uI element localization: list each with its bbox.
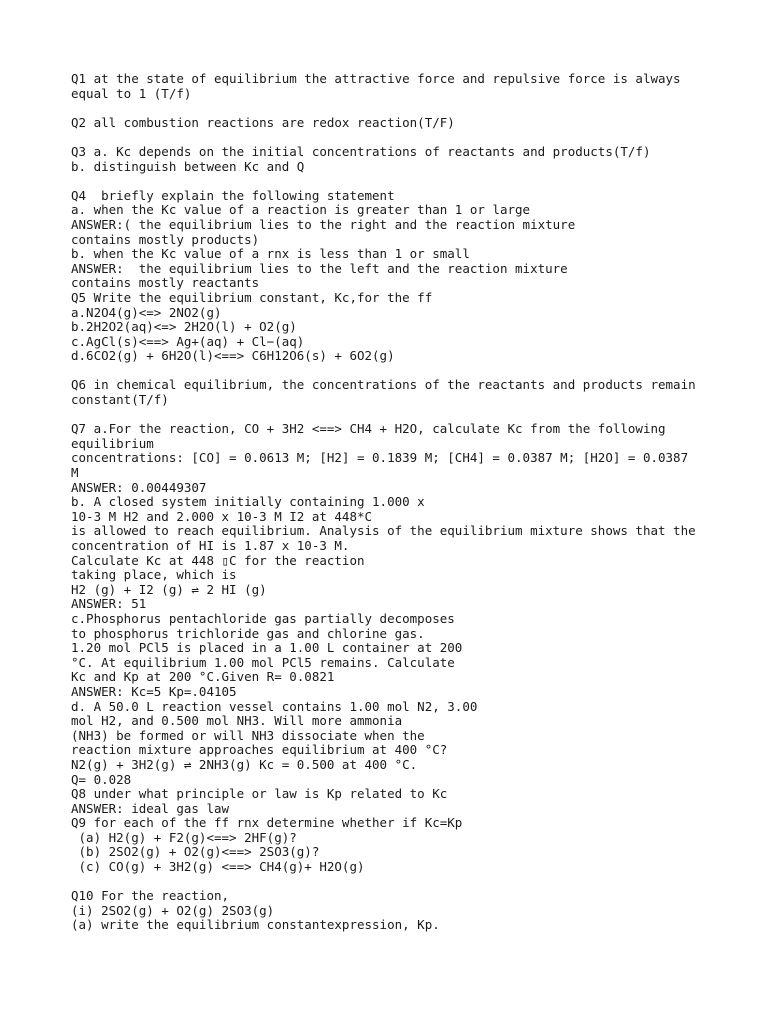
text-line: Q6 in chemical equilibrium, the concentrations of the reactants and products remain — [71, 377, 696, 393]
text-line: Q4 briefly explain the following statement — [71, 187, 395, 203]
text-line: Calculate Kc at 448 ▯C for the reaction — [71, 552, 365, 568]
text-line — [71, 174, 711, 189]
text-line: to phosphorus trichloride gas and chlorine gas. — [71, 625, 425, 641]
text-line — [71, 408, 711, 423]
text-line: contains mostly reactants — [71, 275, 260, 291]
text-line: d. A 50.0 L reaction vessel contains 1.00 mol N2, 3.00 — [71, 698, 478, 714]
text-line: 1.20 mol PCl5 is placed in a 1.00 L container at 200 — [71, 640, 463, 656]
text-line: Q8 under what principle or law is Kp related to Kc — [71, 786, 448, 802]
text-line: ANSWER: the equilibrium lies to the left and the reaction mixture — [71, 260, 568, 276]
text-line: (NH3) be formed or will NH3 dissociate when the — [71, 727, 425, 743]
text-line: mol H2, and 0.500 mol NH3. Will more ammonia — [71, 713, 403, 729]
text-line: (a) H2(g) + F2(g)<==> 2HF(g)? — [71, 829, 297, 845]
text-line: c.Phosphorus pentachloride gas partially decomposes — [71, 610, 455, 626]
text-line: Q5 Write the equilibrium constant, Kc,for the ff — [71, 289, 433, 305]
text-line: °C. At equilibrium 1.00 mol PCl5 remains. Calculate — [71, 654, 455, 670]
text-line — [71, 364, 711, 379]
text-line: a.N2O4(g)<=> 2NO2(g) — [71, 304, 222, 320]
text-line: (c) CO(g) + 3H2(g) <==> CH4(g)+ H2O(g) — [71, 859, 365, 875]
text-line: equilibrium — [71, 435, 154, 451]
text-line: equal to 1 (T/f) — [71, 85, 192, 101]
text-line: Q3 a. Kc depends on the initial concentrations of reactants and products(T/f) — [71, 143, 651, 159]
text-line: taking place, which is — [71, 567, 237, 583]
text-line: 10-3 M H2 and 2.000 x 10-3 M I2 at 448*C — [71, 508, 373, 524]
text-line: N2(g) + 3H2(g) ⇌ 2NH3(g) Kc = 0.500 at 400 °C. — [71, 756, 418, 772]
text-line: c.AgCl(s)<==> Ag+(aq) + Cl−(aq) — [71, 333, 305, 349]
text-line: reaction mixture approaches equilibrium at 400 °C? — [71, 742, 448, 758]
text-line: Q1 at the state of equilibrium the attractive force and repulsive force is always — [71, 71, 681, 86]
document-body — [71, 72, 711, 933]
text-line: constant(T/f) — [71, 392, 169, 408]
text-line — [71, 101, 711, 116]
text-line: ANSWER: 0.00449307 — [71, 479, 207, 495]
text-line: ANSWER: 51 — [71, 596, 147, 612]
text-line: ANSWER:( the equilibrium lies to the right and the reaction mixture — [71, 216, 576, 232]
text-line — [71, 875, 711, 890]
text-line: H2 (g) + I2 (g) ⇌ 2 HI (g) — [71, 581, 267, 597]
text-line: Kc and Kp at 200 °C.Given R= 0.0821 — [71, 669, 335, 685]
text-line: is allowed to reach equilibrium. Analysis of the equilibrium mixture shows that the — [71, 523, 696, 539]
text-line: Q10 For the reaction, — [71, 888, 230, 904]
text-line: b. when the Kc value of a rnx is less than 1 or small — [71, 246, 470, 262]
text-line: b. A closed system initially containing 1.000 x — [71, 494, 425, 510]
text-line: concentration of HI is 1.87 x 10-3 M. — [71, 538, 350, 553]
text-line — [71, 130, 711, 145]
text-line: contains mostly products) — [71, 231, 260, 247]
text-line: Q7 a.For the reaction, CO + 3H2 <==> CH4 + H2O, calculate Kc from the following — [71, 421, 666, 437]
text-line: a. when the Kc value of a reaction is greater than 1 or large — [71, 202, 531, 218]
text-line: (b) 2SO2(g) + O2(g)<==> 2SO3(g)? — [71, 844, 320, 860]
text-line: ANSWER: Kc=5 Kp=.04105 — [71, 683, 237, 699]
text-line: Q= 0.028 — [71, 771, 132, 787]
text-line: Q2 all combustion reactions are redox reaction(T/F) — [71, 114, 455, 130]
text-line: b. distinguish between Kc and Q — [71, 158, 305, 174]
text-line: (i) 2SO2(g) + O2(g) 2SO3(g) — [71, 902, 275, 918]
text-line: concentrations: [CO] = 0.0613 M; [H2] = 0.1839 M; [CH4] = 0.0387 M; [H2O] = 0.0387 — [71, 450, 689, 466]
text-line: Q9 for each of the ff rnx determine whether if Kc=Kp — [71, 815, 463, 831]
text-line: d.6CO2(g) + 6H2O(l)<==> C6H12O6(s) + 6O2(g) — [71, 348, 395, 364]
text-line: (a) write the equilibrium constantexpression, Kp. — [71, 917, 440, 933]
text-line: b.2H2O2(aq)<=> 2H2O(l) + O2(g) — [71, 319, 297, 335]
text-line: ANSWER: ideal gas law — [71, 800, 230, 816]
text-line: M — [71, 465, 79, 481]
